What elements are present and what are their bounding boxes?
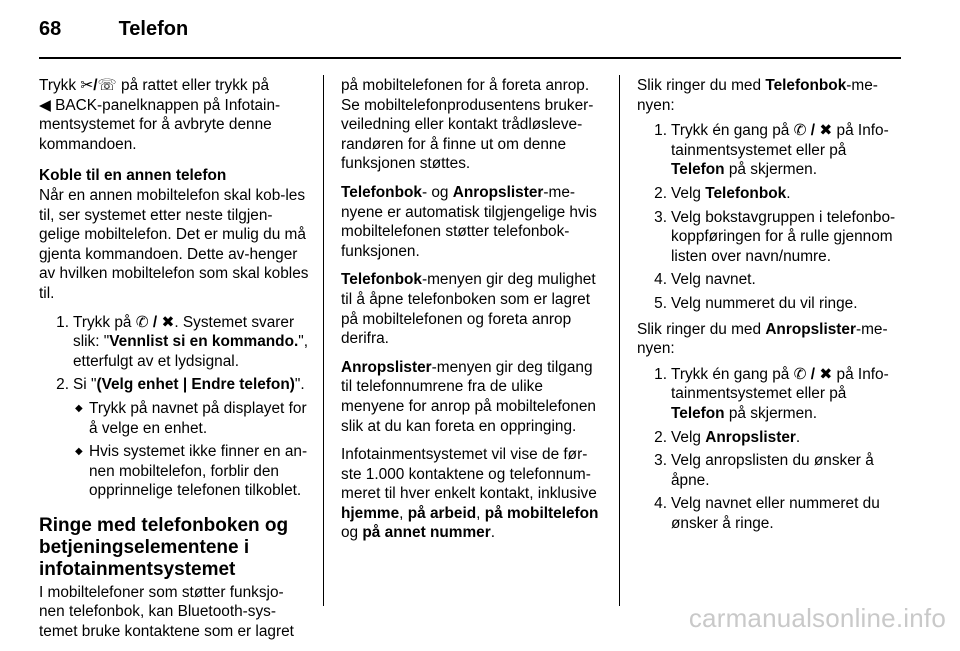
bullet-item: ◆ Trykk på navnet på displayet for å velge en enhet. bbox=[75, 399, 307, 437]
connect-steps bbox=[49, 313, 309, 501]
col2-paragraph-1: på mobiltelefonen for å foreta anrop. Se mobiltelefonprodusentens bruker-veiledning eller kontakt trådløsleve-randøren for å finne ut om denne funksjonen støttes. bbox=[341, 77, 594, 173]
calllists-step-1: 1. Trykk én gang på ✆ / ✖ på Info-tainmentsystemet eller på Telefon på skjermen. bbox=[654, 365, 889, 422]
diamond-bullet-icon: ◆ bbox=[75, 446, 83, 458]
calllists-step-3: 3. Velg anropslisten du ønsker å åpne. bbox=[654, 452, 874, 489]
page-title: Telefon bbox=[118, 18, 189, 40]
page-header bbox=[39, 18, 188, 41]
calllists-steps bbox=[647, 365, 903, 534]
column-divider-1 bbox=[323, 75, 324, 606]
bullet-item: ◆ Hvis systemet ikke finner en an-nen mobiltelefon, forblir den opprinnelige telefonen tilkoblet. bbox=[75, 443, 308, 500]
diamond-bullet-icon: ◆ bbox=[75, 402, 83, 414]
watermark: carmanualsonline.info bbox=[688, 603, 946, 633]
phonebook-step-5: 5. Velg nummeret du vil ringe. bbox=[654, 294, 858, 312]
column-3 bbox=[637, 76, 903, 539]
phonebook-step-4: 4. Velg navnet. bbox=[654, 271, 756, 289]
calllists-intro: Slik ringer du med Anropslister-me-nyen: bbox=[637, 320, 888, 358]
calllists-step-4: 4. Velg navnet eller nummeret du ønsker å ringe. bbox=[654, 495, 880, 532]
calllists-step-2: 2. Velg Anropslister. bbox=[654, 428, 801, 446]
phonebook-step-2: 2. Velg Telefonbok. bbox=[654, 184, 791, 202]
col2-paragraph-5: Infotainmentsystemet vil vise de før-ste 1.000 kontaktene og telefonnum-meret til hver enkelt kontakt, inklusive hjemme, på arbeid, på mobiltelefon og på annet nummer. bbox=[341, 446, 599, 542]
phonebook-paragraph: I mobiltelefoner som støtter funksjo-nen telefonbok, kan Bluetooth-sys-temet bruke kontaktene som er lagret bbox=[39, 583, 294, 641]
column-1 bbox=[39, 76, 309, 651]
back-icon: ◀ bbox=[39, 96, 51, 114]
intro-paragraph: Trykk ✂/☏ på rattet eller trykk på ◀ BACK-panelknappen på Infotain-mentsystemet for å avbryte denne kommandoen. bbox=[39, 77, 281, 153]
phonebook-step-1: 1. Trykk én gang på ✆ / ✖ på Info-tainmentsystemet eller på Telefon på skjermen. bbox=[654, 122, 889, 179]
phone-mute-icon: ✆ / ✖ bbox=[793, 365, 833, 383]
connect-paragraph: Når en annen mobiltelefon skal kob-les til, ser systemet etter neste tilgjen-gelige mobiltelefon. Det er mulig du må gjenta kommandoen. Dette av-henger av hvilken mobiltelefon som skal kobles til. bbox=[39, 186, 309, 302]
header-rule bbox=[39, 57, 901, 59]
section-heading: Ringe med telefonboken og betjeningselementene i infotainmentsystemet bbox=[39, 514, 289, 580]
voice-hangup-icon: ✂/☏ bbox=[80, 77, 117, 94]
col2-paragraph-3: Telefonbok-menyen gir deg mulighet til å åpne telefonboken som er lagret på mobiltelefonen og foreta anrop derifra. bbox=[341, 271, 596, 348]
phonebook-step-3: 3. Velg bokstavgruppen i telefonbo-koppføringen for å rulle gjennom listen over navn/numre. bbox=[654, 208, 896, 265]
col2-paragraph-2: Telefonbok- og Anropslister-me-nyene er automatisk tilgjengelige hvis mobiltelefonen støtter telefonbok-funksjonen. bbox=[341, 183, 597, 260]
phone-mute-icon: ✆ / ✖ bbox=[135, 313, 175, 331]
phonebook-intro: Slik ringer du med Telefonbok-me-nyen: bbox=[637, 77, 878, 114]
col2-paragraph-4: Anropslister-menyen gir deg tilgang til telefonnumrene fra de ulike menyene for anrop på mobiltelefonen slik at du kan foreta en oppringing. bbox=[341, 358, 596, 435]
connect-step-1: 1. Trykk på ✆ / ✖. Systemet svarer slik: "Vennlist si en kommando.", etterfulgt av et lydsignal. bbox=[56, 313, 309, 370]
phone-mute-icon: ✆ / ✖ bbox=[793, 122, 833, 140]
page-number: 68 bbox=[39, 18, 62, 40]
subheading-connect-other-phone: Koble til en annen telefon bbox=[39, 167, 227, 185]
phonebook-steps bbox=[647, 121, 903, 313]
connect-step-2: 2. Si "(Velg enhet | Endre telefon)". ◆ Trykk på navnet på displayet for å velge en enhet. ◆ Hvis systemet ikke finner en an-nen mobiltelefon, forblir den opprinnelige telefonen tilkoblet. bbox=[56, 376, 308, 500]
column-2 bbox=[341, 76, 604, 552]
column-divider-2 bbox=[619, 75, 620, 606]
connect-step-2-bullets bbox=[73, 399, 309, 501]
